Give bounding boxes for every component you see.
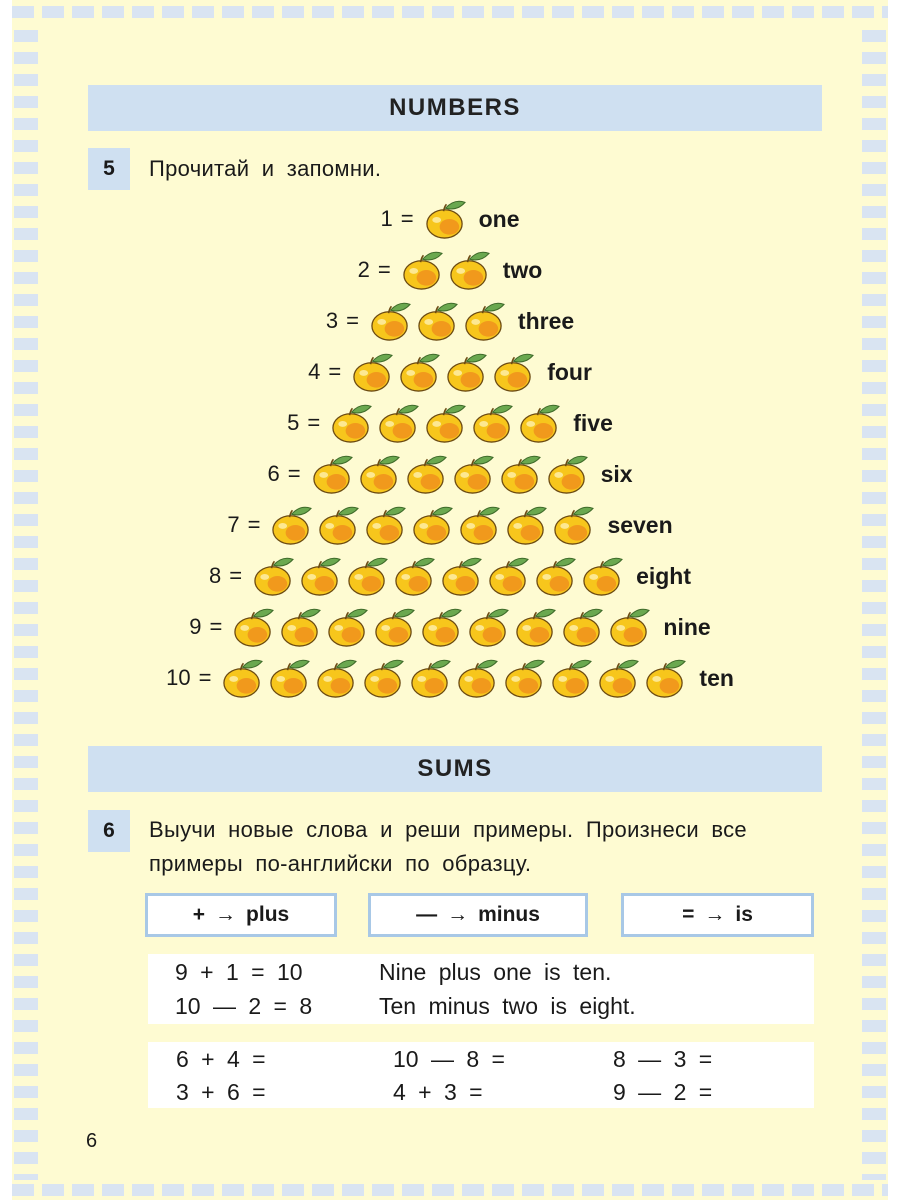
apple-icon bbox=[326, 606, 369, 648]
apple-icon bbox=[299, 555, 342, 597]
row-number: 1 bbox=[380, 206, 393, 231]
row-number: 9 bbox=[189, 614, 202, 639]
number-row-10 bbox=[150, 655, 750, 701]
arrow-right-icon: → bbox=[447, 903, 469, 926]
apple-icon bbox=[358, 453, 401, 495]
apple-icon bbox=[424, 402, 467, 444]
apple-group bbox=[424, 198, 467, 240]
apple-icon bbox=[252, 555, 295, 597]
equals-sign: = bbox=[209, 614, 223, 639]
number-word: two bbox=[502, 256, 543, 283]
apple-icon bbox=[377, 402, 420, 444]
apple-icon bbox=[311, 453, 354, 495]
equals-sign: = bbox=[287, 461, 301, 486]
task-6-instruction bbox=[149, 813, 819, 881]
apple-icon bbox=[452, 453, 495, 495]
apple-icon bbox=[409, 657, 452, 699]
number-row-4 bbox=[150, 349, 750, 395]
number-word: four bbox=[547, 358, 592, 385]
number-word: nine bbox=[663, 613, 711, 640]
number-word: one bbox=[478, 205, 520, 232]
number-word: seven bbox=[607, 511, 673, 538]
apple-icon bbox=[398, 351, 441, 393]
page-number: 6 bbox=[86, 1130, 98, 1152]
is-operator-box bbox=[621, 893, 814, 937]
apple-group bbox=[330, 402, 561, 444]
number-word: five bbox=[573, 409, 613, 436]
row-number: 3 bbox=[325, 308, 339, 333]
task-6-instruction-line-1: Выучи новые слова и реши примеры. Произнеси все bbox=[149, 817, 747, 842]
row-number: 8 bbox=[208, 563, 222, 588]
apple-icon bbox=[401, 249, 444, 291]
number-row-8 bbox=[150, 553, 750, 599]
apple-group bbox=[221, 657, 687, 699]
exercise-item: 8 — 3 = bbox=[613, 1046, 713, 1072]
apple-icon bbox=[458, 504, 501, 546]
number-word: six bbox=[600, 460, 633, 487]
equals-sign: = bbox=[400, 206, 414, 231]
minus-operator-box bbox=[368, 893, 588, 937]
number-row-3 bbox=[150, 298, 750, 344]
apple-group bbox=[369, 300, 506, 342]
right-border-stripe bbox=[862, 30, 886, 1180]
apple-group bbox=[351, 351, 535, 393]
apple-group bbox=[311, 453, 589, 495]
exercise-item: 10 — 8 = bbox=[393, 1046, 505, 1072]
task-6-instruction-line-2: примеры по-английски по образцу. bbox=[149, 851, 532, 876]
row-number: 2 bbox=[357, 257, 370, 282]
example-2-sentence: Ten minus two is eight. bbox=[379, 993, 636, 1019]
apple-icon bbox=[411, 504, 454, 546]
exercise-item: 3 + 6 = bbox=[176, 1079, 266, 1105]
apple-icon bbox=[581, 555, 624, 597]
exercises-box bbox=[148, 1042, 814, 1108]
apple-icon bbox=[499, 453, 542, 495]
apple-icon bbox=[221, 657, 264, 699]
apple-icon bbox=[420, 606, 463, 648]
apple-icon bbox=[534, 555, 577, 597]
apple-icon bbox=[330, 402, 373, 444]
row-number: 10 bbox=[166, 665, 191, 690]
plus-symbol: + bbox=[192, 903, 206, 926]
number-row-7 bbox=[150, 502, 750, 548]
row-number: 5 bbox=[287, 410, 300, 435]
arrow-right-icon: → bbox=[215, 903, 237, 926]
is-word: is bbox=[735, 903, 753, 926]
exercise-item: 6 + 4 = bbox=[176, 1046, 266, 1072]
sums-section-title: SUMS bbox=[88, 746, 822, 792]
number-row-1 bbox=[150, 196, 750, 242]
apple-icon bbox=[268, 657, 311, 699]
equals-symbol: = bbox=[682, 903, 695, 926]
task-5-instruction: Прочитай и запомни. bbox=[149, 156, 382, 181]
arrow-right-icon: → bbox=[704, 903, 726, 926]
number-word: three bbox=[517, 307, 575, 334]
equals-sign: = bbox=[377, 257, 391, 282]
apple-icon bbox=[608, 606, 651, 648]
apple-icon bbox=[456, 657, 499, 699]
apple-icon bbox=[487, 555, 530, 597]
equals-sign: = bbox=[328, 359, 342, 384]
apple-icon bbox=[467, 606, 510, 648]
apple-icon bbox=[440, 555, 483, 597]
apple-icon bbox=[346, 555, 389, 597]
apple-icon bbox=[416, 300, 459, 342]
apple-icon bbox=[546, 453, 589, 495]
apple-icon bbox=[597, 657, 640, 699]
apple-icon bbox=[518, 402, 561, 444]
number-word: eight bbox=[636, 562, 692, 589]
equals-sign: = bbox=[198, 665, 212, 690]
row-number: 7 bbox=[227, 512, 240, 537]
apple-icon bbox=[644, 657, 687, 699]
example-1-equation: 9 + 1 = 10 bbox=[175, 959, 303, 985]
apple-icon bbox=[315, 657, 358, 699]
number-row-9 bbox=[150, 604, 750, 650]
plus-word: plus bbox=[246, 903, 290, 926]
bottom-border-stripe bbox=[12, 1184, 888, 1196]
numbers-section-title: NUMBERS bbox=[88, 85, 822, 131]
exercise-item: 9 — 2 = bbox=[613, 1079, 713, 1105]
top-border-stripe bbox=[12, 6, 888, 18]
row-number: 6 bbox=[267, 461, 280, 486]
apple-icon bbox=[279, 606, 322, 648]
example-2-equation: 10 — 2 = 8 bbox=[175, 993, 313, 1019]
apple-icon bbox=[552, 504, 595, 546]
minus-word: minus bbox=[478, 903, 540, 926]
number-row-2 bbox=[150, 247, 750, 293]
apple-icon bbox=[471, 402, 514, 444]
minus-symbol: — bbox=[416, 903, 438, 926]
apple-icon bbox=[505, 504, 548, 546]
apple-icon bbox=[550, 657, 593, 699]
apple-icon bbox=[362, 657, 405, 699]
equals-sign: = bbox=[307, 410, 321, 435]
apple-group bbox=[232, 606, 651, 648]
task-5-number: 5 bbox=[88, 148, 130, 190]
apple-icon bbox=[270, 504, 313, 546]
apple-icon bbox=[317, 504, 360, 546]
plus-operator-box bbox=[145, 893, 337, 937]
apple-icon bbox=[448, 249, 491, 291]
examples-box bbox=[148, 954, 814, 1024]
task-6-number: 6 bbox=[88, 810, 130, 852]
number-row-5 bbox=[150, 400, 750, 446]
apple-icon bbox=[351, 351, 394, 393]
apple-icon bbox=[514, 606, 557, 648]
apple-icon bbox=[232, 606, 275, 648]
apple-icon bbox=[503, 657, 546, 699]
apple-icon bbox=[373, 606, 416, 648]
apple-icon bbox=[405, 453, 448, 495]
exercise-item: 4 + 3 = bbox=[393, 1079, 483, 1105]
apple-icon bbox=[369, 300, 412, 342]
number-row-6 bbox=[150, 451, 750, 497]
apple-icon bbox=[364, 504, 407, 546]
equals-sign: = bbox=[229, 563, 243, 588]
apple-icon bbox=[492, 351, 535, 393]
number-word: ten bbox=[699, 664, 734, 691]
apple-group bbox=[270, 504, 595, 546]
apple-icon bbox=[561, 606, 604, 648]
equals-sign: = bbox=[346, 308, 359, 333]
apple-group bbox=[401, 249, 491, 291]
apple-icon bbox=[393, 555, 436, 597]
apple-group bbox=[252, 555, 624, 597]
apple-icon bbox=[445, 351, 488, 393]
row-number: 4 bbox=[308, 359, 321, 384]
apple-icon bbox=[463, 300, 506, 342]
left-border-stripe bbox=[14, 30, 38, 1180]
apple-icon bbox=[424, 198, 467, 240]
equals-sign: = bbox=[247, 512, 261, 537]
example-1-sentence: Nine plus one is ten. bbox=[379, 959, 612, 985]
